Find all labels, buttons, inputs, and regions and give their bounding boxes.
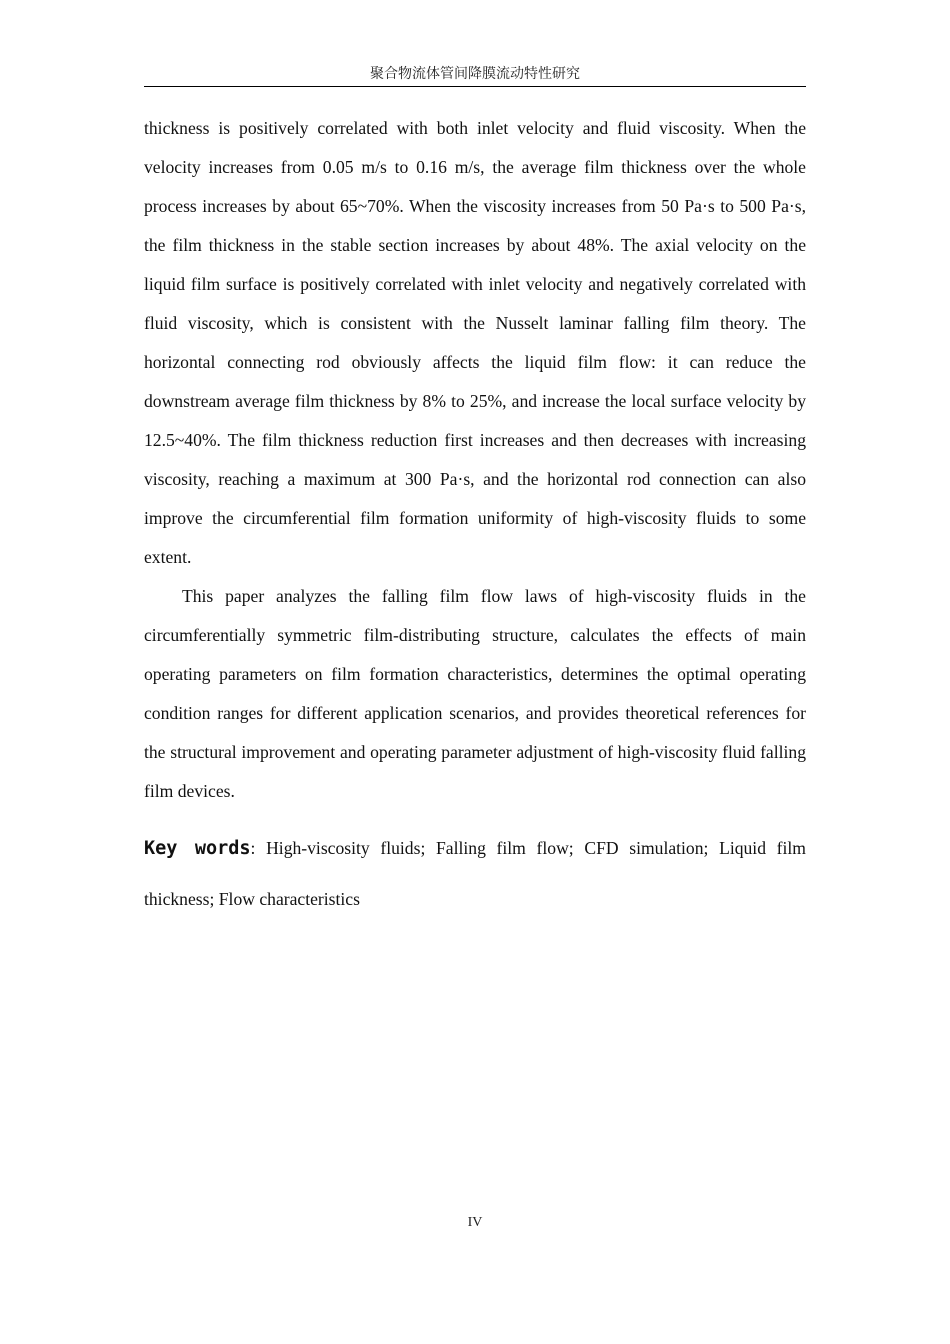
keywords-label: Key words xyxy=(144,838,251,859)
keywords-text: High-viscosity fluids; Falling film flow; CFD simulation; Liquid film thickness; Flow characteristics xyxy=(144,838,806,909)
abstract-paragraph-continued: thickness is positively correlated with both inlet velocity and fluid viscosity. When the velocity increases from 0.05 m/s to 0.16 m/s, the average film thickness over the whole process increases by about 65~70%. When the viscosity increases from 50 Pa·s to 500 Pa·s, the film thickness in the stable section increases by about 48%. The axial velocity on the liquid film surface is positively correlated with inlet velocity and negatively correlated with fluid viscosity, which is consistent with the Nusselt laminar falling film theory. The horizontal connecting rod obviously affects the liquid film flow: it can reduce the downstream average film thickness by 8% to 25%, and increase the local surface velocity by 12.5~40%. The film thickness reduction first increases and then decreases with increasing viscosity, reaching a maximum at 300 Pa·s, and the horizontal rod connection can also improve the circumferential film formation uniformity of high-viscosity fluids to some extent. xyxy=(144,118,806,567)
header-rule xyxy=(144,86,806,87)
keywords-separator: : xyxy=(250,838,267,858)
keywords-line xyxy=(144,823,806,925)
page-number: IV xyxy=(467,1215,483,1230)
abstract-paragraph: This paper analyzes the falling film flow laws of high-viscosity fluids in the circumferentially symmetric film-distributing structure, calculates the effects of main operating parameters on film formation characteristics, determines the optimal operating condition ranges for different application scenarios, and provides theoretical references for the structural improvement and operating parameter adjustment of high-viscosity fluid falling film devices. xyxy=(144,586,806,801)
abstract-body xyxy=(144,109,806,925)
running-header: 聚合物流体管间降膜流动特性研究 xyxy=(370,67,580,82)
